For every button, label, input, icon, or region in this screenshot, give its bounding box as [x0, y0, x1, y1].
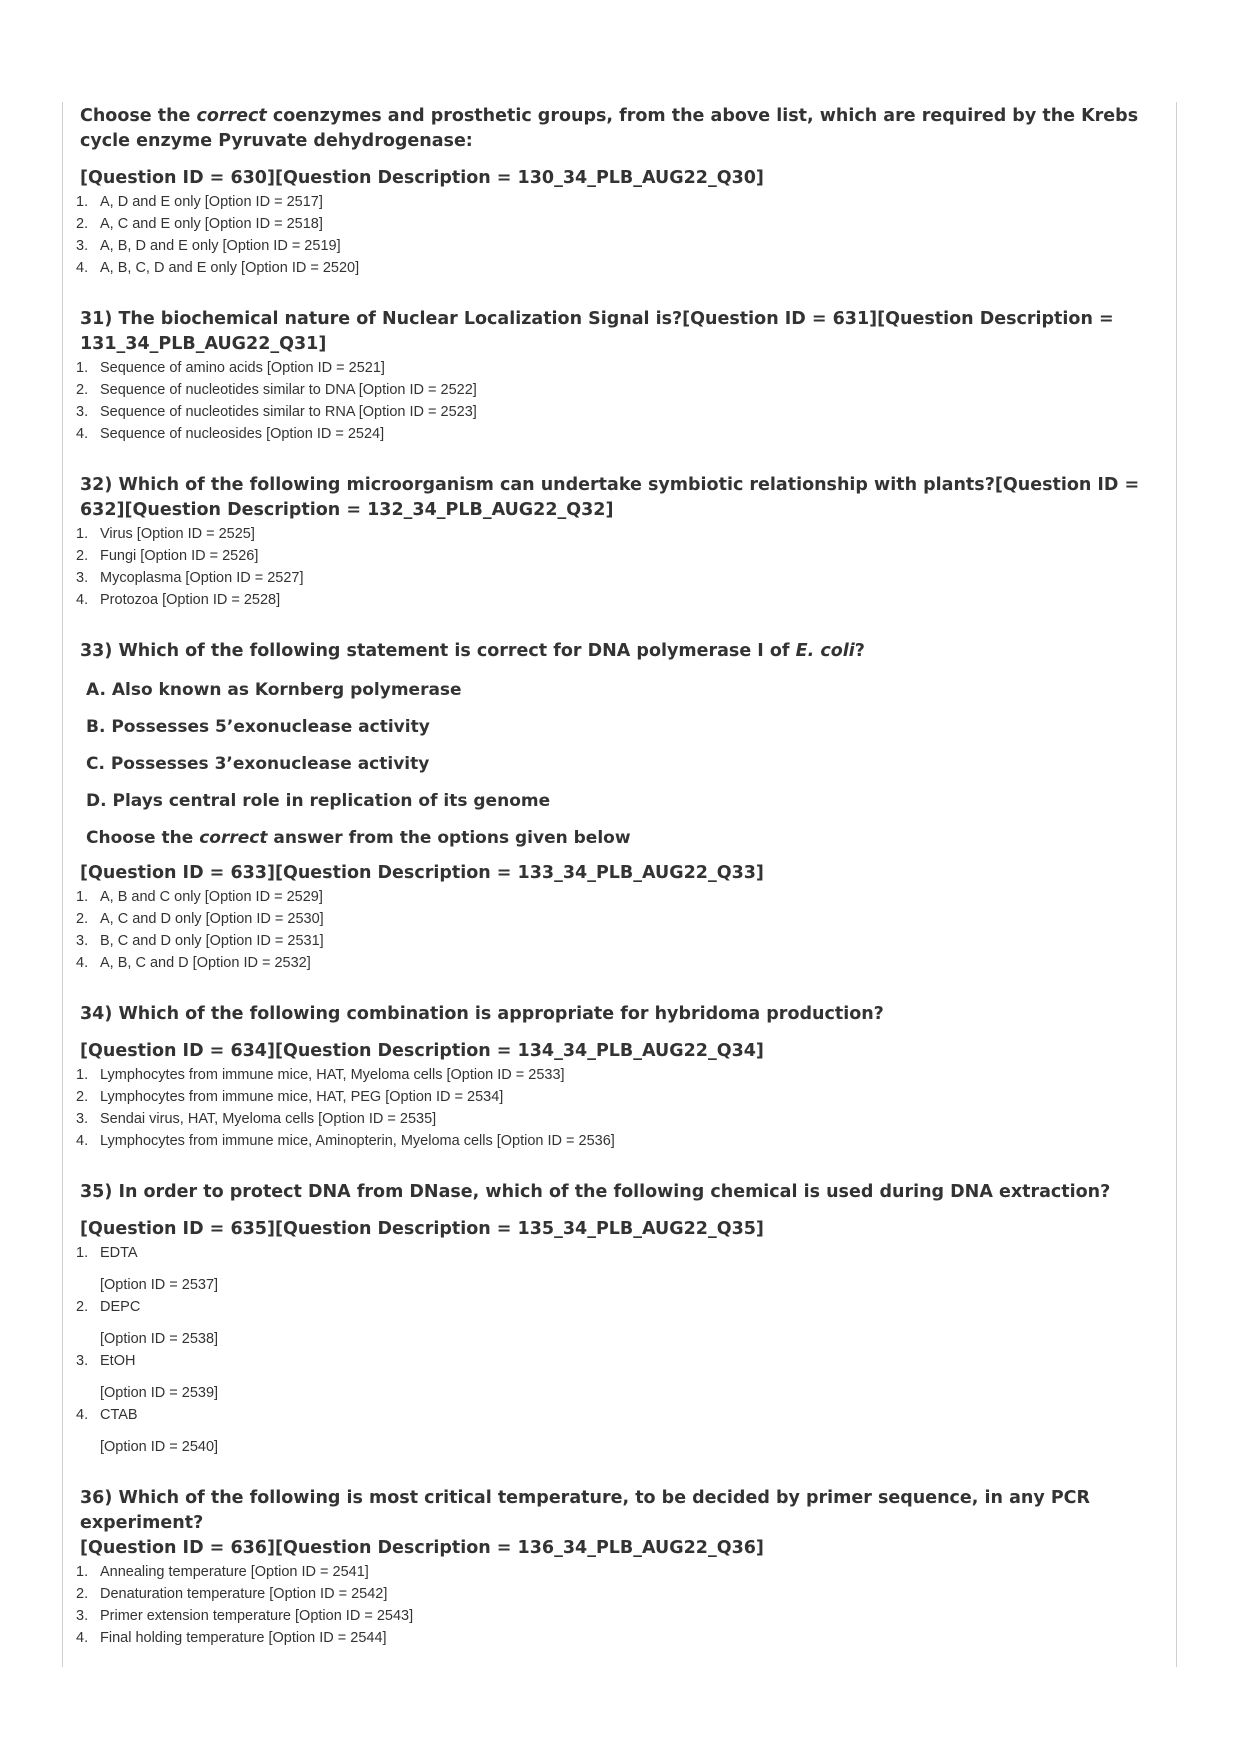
- option[interactable]: 2. A, C and D only [Option ID = 2530]: [76, 911, 324, 927]
- option[interactable]: 1. A, D and E only [Option ID = 2517]: [76, 194, 323, 210]
- question-33-text: 33) Which of the following statement is correct for DNA polymerase I of E. coli?: [80, 641, 865, 661]
- question-30-options: [62, 191, 1175, 279]
- question-33-options: [62, 886, 1175, 974]
- question-36-options: [62, 1561, 1175, 1649]
- question-35-text: 35) In order to protect DNA from DNase, which of the following chemical is used during DNA extraction?: [80, 1182, 1111, 1202]
- statement-b: B. Possesses 5’exonuclease activity: [86, 717, 430, 737]
- question-30-id: [Question ID = 630][Question Description = 130_34_PLB_AUG22_Q30]: [80, 168, 764, 188]
- option[interactable]: 2. Sequence of nucleotides similar to DNA [Option ID = 2522]: [76, 382, 477, 398]
- question-32: [62, 473, 1175, 611]
- statement-a: A. Also known as Kornberg polymerase: [86, 680, 462, 700]
- statement-d: D. Plays central role in replication of its genome: [86, 791, 551, 811]
- option[interactable]: 4. A, B, C and D [Option ID = 2532]: [76, 955, 311, 971]
- question-34-id: [Question ID = 634][Question Description = 134_34_PLB_AUG22_Q34]: [80, 1041, 764, 1061]
- question-31-text: 31) The biochemical nature of Nuclear Localization Signal is?[Question ID = 631][Question Description = 131_34_PLB_AUG22_Q31]: [80, 309, 1114, 354]
- question-36-id: [Question ID = 636][Question Description = 136_34_PLB_AUG22_Q36]: [80, 1538, 764, 1558]
- option[interactable]: 3. Mycoplasma [Option ID = 2527]: [76, 570, 304, 586]
- question-34-options: [62, 1064, 1175, 1152]
- option[interactable]: 1. Sequence of amino acids [Option ID = 2521]: [76, 360, 385, 376]
- option[interactable]: 4. Final holding temperature [Option ID = 2544]: [76, 1630, 387, 1646]
- question-35-options: [62, 1242, 1175, 1458]
- question-35-id: [Question ID = 635][Question Description = 135_34_PLB_AUG22_Q35]: [80, 1219, 764, 1239]
- option[interactable]: 1. Virus [Option ID = 2525]: [76, 526, 255, 542]
- question-32-text: 32) Which of the following microorganism can undertake symbiotic relationship with plants?[Question ID = 632][Question Description = 132_34_PLB_AUG22_Q32]: [80, 475, 1140, 520]
- option[interactable]: 2. Fungi [Option ID = 2526]: [76, 548, 259, 564]
- question-31: [62, 307, 1175, 445]
- question-35: [62, 1180, 1175, 1458]
- question-33: [62, 639, 1175, 974]
- option[interactable]: 1. Lymphocytes from immune mice, HAT, Myeloma cells [Option ID = 2533]: [76, 1067, 565, 1083]
- statement-c: C. Possesses 3’exonuclease activity: [86, 754, 430, 774]
- option[interactable]: 4. CTAB [Option ID = 2540]: [76, 1407, 219, 1455]
- option[interactable]: 3. EtOH [Option ID = 2539]: [76, 1353, 219, 1401]
- question-30-text: Choose the correct coenzymes and prosthetic groups, from the above list, which are required by the Krebs cycle enzyme Pyruvate dehydrogenase:: [80, 106, 1139, 151]
- option[interactable]: 4. A, B, C, D and E only [Option ID = 2520]: [76, 260, 360, 276]
- option[interactable]: 4. Protozoa [Option ID = 2528]: [76, 592, 281, 608]
- option[interactable]: 2. DEPC [Option ID = 2538]: [76, 1299, 219, 1347]
- option[interactable]: 1. Annealing temperature [Option ID = 2541]: [76, 1564, 369, 1580]
- option[interactable]: 2. Lymphocytes from immune mice, HAT, PEG [Option ID = 2534]: [76, 1089, 504, 1105]
- option[interactable]: 3. B, C and D only [Option ID = 2531]: [76, 933, 324, 949]
- option[interactable]: 3. Primer extension temperature [Option ID = 2543]: [76, 1608, 414, 1624]
- option[interactable]: 2. A, C and E only [Option ID = 2518]: [76, 216, 323, 232]
- question-paper: [62, 104, 1175, 1649]
- option[interactable]: 1. A, B and C only [Option ID = 2529]: [76, 889, 323, 905]
- option[interactable]: 2. Denaturation temperature [Option ID = 2542]: [76, 1586, 388, 1602]
- option[interactable]: 3. Sequence of nucleotides similar to RNA [Option ID = 2523]: [76, 404, 477, 420]
- option[interactable]: 4. Lymphocytes from immune mice, Aminopterin, Myeloma cells [Option ID = 2536]: [76, 1133, 615, 1149]
- option[interactable]: 4. Sequence of nucleosides [Option ID = 2524]: [76, 426, 385, 442]
- question-32-options: [62, 523, 1175, 611]
- question-36: [62, 1486, 1175, 1649]
- question-34: [62, 1002, 1175, 1152]
- option[interactable]: 3. Sendai virus, HAT, Myeloma cells [Option ID = 2535]: [76, 1111, 437, 1127]
- choose-instruction: Choose the correct answer from the options given below: [86, 828, 631, 848]
- question-30: [62, 104, 1175, 279]
- question-36-text: 36) Which of the following is most critical temperature, to be decided by primer sequence, in any PCR experiment?: [80, 1488, 1090, 1533]
- question-34-text: 34) Which of the following combination is appropriate for hybridoma production?: [80, 1004, 884, 1024]
- question-31-options: [62, 357, 1175, 445]
- option[interactable]: 1. EDTA [Option ID = 2537]: [76, 1245, 219, 1293]
- question-33-id: [Question ID = 633][Question Description = 133_34_PLB_AUG22_Q33]: [80, 863, 764, 883]
- option[interactable]: 3. A, B, D and E only [Option ID = 2519]: [76, 238, 341, 254]
